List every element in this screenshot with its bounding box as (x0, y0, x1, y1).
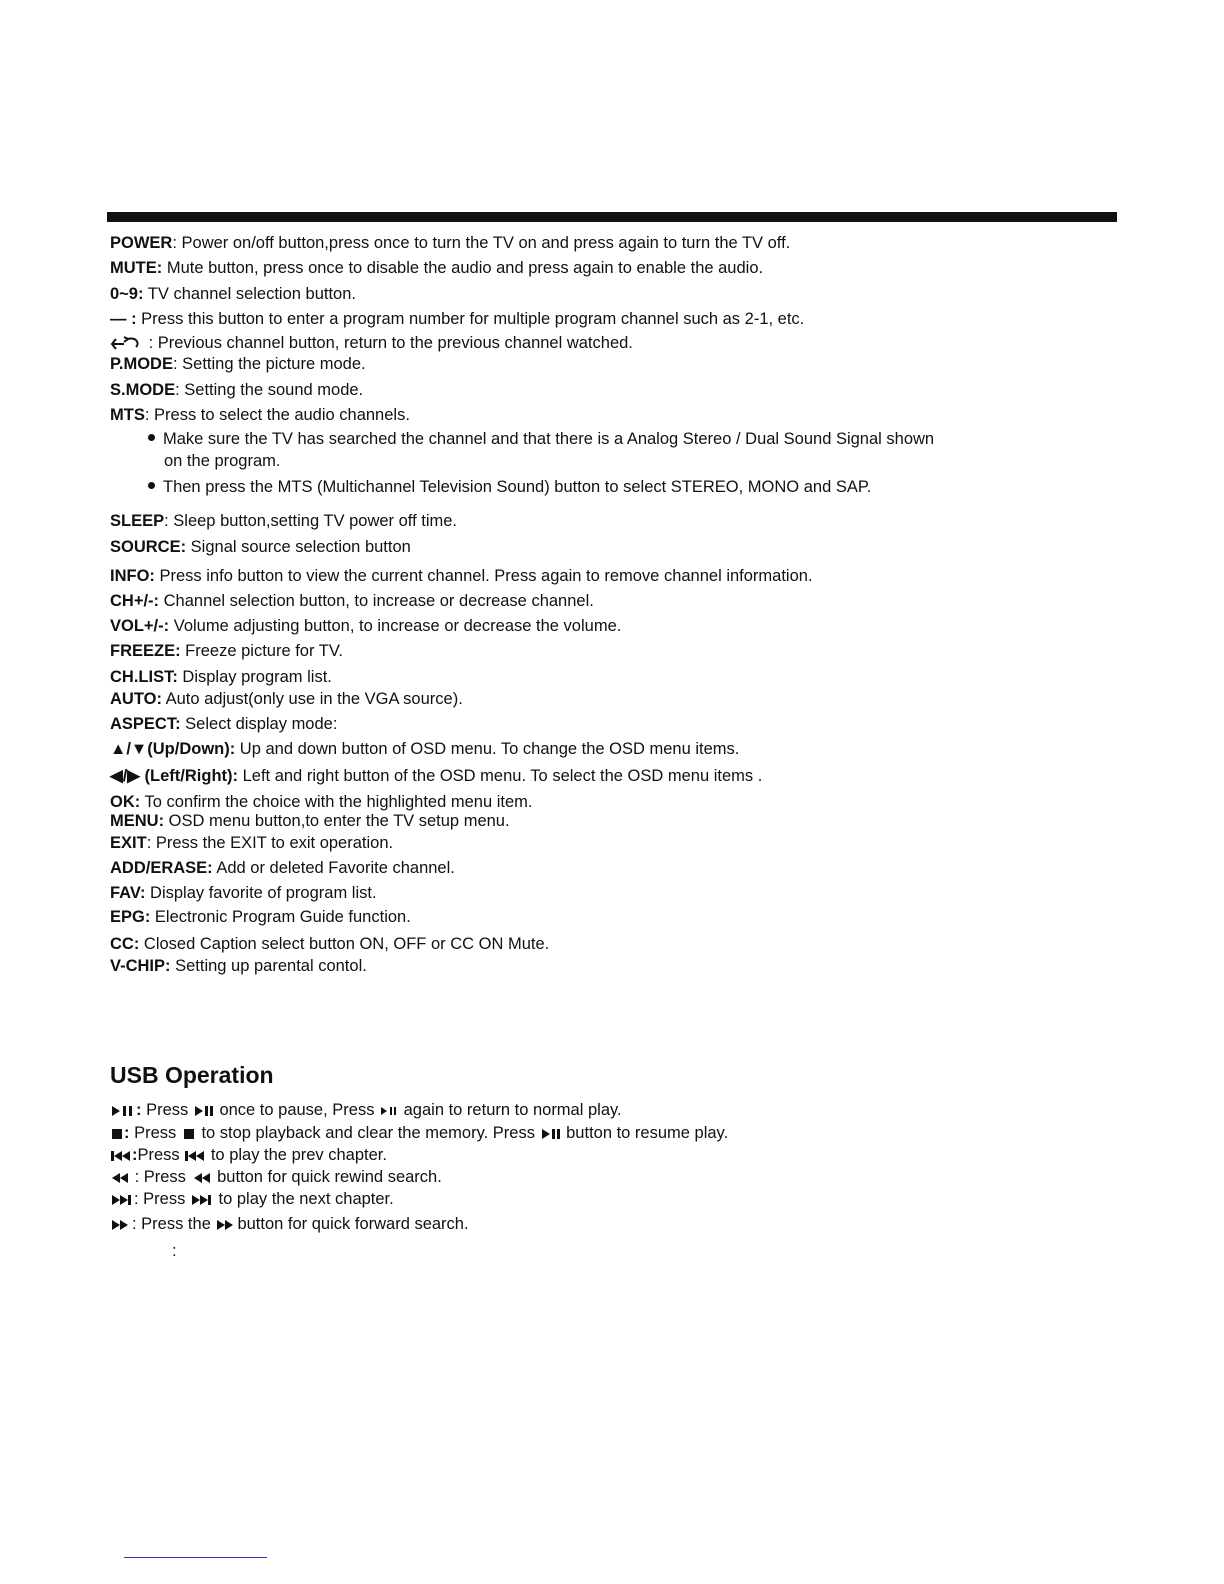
desc-mts: MTS: Press to select the audio channels. (110, 406, 410, 424)
stop-icon (181, 1127, 197, 1141)
desc-smode: S.MODE: Setting the sound mode. (110, 381, 364, 399)
play-pause-icon (379, 1104, 399, 1118)
mts-bullet-2: Then press the MTS (Multichannel Television Sound) button to select STEREO, MONO and SAP. (148, 477, 871, 498)
desc-aspect: ASPECT: Select display mode: (110, 715, 338, 733)
desc-leftright: ◀/▶ (Left/Right): Left and right button of the OSD menu. To select the OSD menu items . (110, 767, 763, 785)
desc-ch: CH+/-: Channel selection button, to increase or decrease channel. (110, 592, 594, 610)
prev-chapter-icon (110, 1149, 132, 1163)
usb-heading: USB Operation (110, 1062, 274, 1088)
desc-auto: AUTO: Auto adjust(only use in the VGA source). (110, 690, 463, 708)
usb-prev: :Press to play the prev chapter. (110, 1145, 387, 1165)
stop-icon (110, 1127, 124, 1141)
prev-chapter-icon (184, 1149, 206, 1163)
desc-chlist: CH.LIST: Display program list. (110, 668, 332, 686)
desc-mute: MUTE: Mute button, press once to disable the audio and press again to enable the audio. (110, 259, 764, 277)
top-rule (107, 212, 1117, 222)
desc-vol: VOL+/-: Volume adjusting button, to increase or decrease the volume. (110, 617, 622, 635)
mts-bullet-1: Make sure the TV has searched the channel and that there is a Analog Stereo / Dual Sound Signal shown (148, 429, 934, 450)
play-pause-icon (540, 1127, 562, 1141)
recall-icon (110, 335, 144, 353)
next-chapter-icon (190, 1193, 214, 1207)
desc-info: INFO: Press info button to view the current channel. Press again to remove channel information. (110, 567, 813, 585)
desc-source: SOURCE: Signal source selection button (110, 538, 411, 556)
desc-vchip: V-CHIP: Setting up parental contol. (110, 957, 367, 975)
desc-epg: EPG: Electronic Program Guide function. (110, 908, 411, 926)
stray-colon: : (172, 1242, 177, 1260)
desc-pmode: P.MODE: Setting the picture mode. (110, 355, 366, 373)
desc-sleep: SLEEP: Sleep button,setting TV power off time. (110, 512, 458, 530)
usb-rewind: : Press button for quick rewind search. (110, 1167, 442, 1187)
play-pause-icon (193, 1104, 215, 1118)
play-pause-icon (110, 1104, 136, 1118)
bullet-dot (148, 482, 155, 489)
desc-power: POWER: Power on/off button,press once to turn the TV on and press again to turn the TV off. (110, 234, 791, 252)
usb-stop: : Press to stop playback and clear the memory. Press button to resume play. (110, 1123, 728, 1143)
desc-digits: 0~9: TV channel selection button. (110, 285, 356, 303)
mts-bullet-1-cont: on the program. (164, 452, 281, 470)
fast-forward-icon (110, 1218, 132, 1232)
next-chapter-icon (110, 1193, 134, 1207)
desc-updown: ▲/▼(Up/Down): Up and down button of OSD menu. To change the OSD menu items. (110, 740, 740, 758)
desc-fav: FAV: Display favorite of program list. (110, 884, 377, 902)
desc-dash: — : Press this button to enter a program number for multiple program channel such as 2-1, etc. (110, 310, 805, 328)
bullet-dot (148, 434, 155, 441)
footer-link-underline (124, 1557, 267, 1558)
desc-adderase: ADD/ERASE: Add or deleted Favorite channel. (110, 859, 455, 877)
rewind-icon (191, 1171, 213, 1185)
usb-play-pause: : Press once to pause, Press again to return to normal play. (110, 1100, 622, 1120)
desc-freeze: FREEZE: Freeze picture for TV. (110, 642, 343, 660)
desc-cc: CC: Closed Caption select button ON, OFF or CC ON Mute. (110, 935, 550, 953)
desc-recall: : Previous channel button, return to the previous channel watched. (110, 333, 633, 353)
desc-ok: OK: To confirm the choice with the highlighted menu item. (110, 793, 533, 811)
desc-exit: EXIT: Press the EXIT to exit operation. (110, 834, 394, 852)
usb-forward: : Press the button for quick forward search. (110, 1214, 469, 1234)
rewind-icon (110, 1171, 130, 1185)
fast-forward-icon (215, 1218, 237, 1232)
usb-next: : Press to play the next chapter. (110, 1189, 394, 1209)
desc-menu: MENU: OSD menu button,to enter the TV setup menu. (110, 812, 510, 830)
